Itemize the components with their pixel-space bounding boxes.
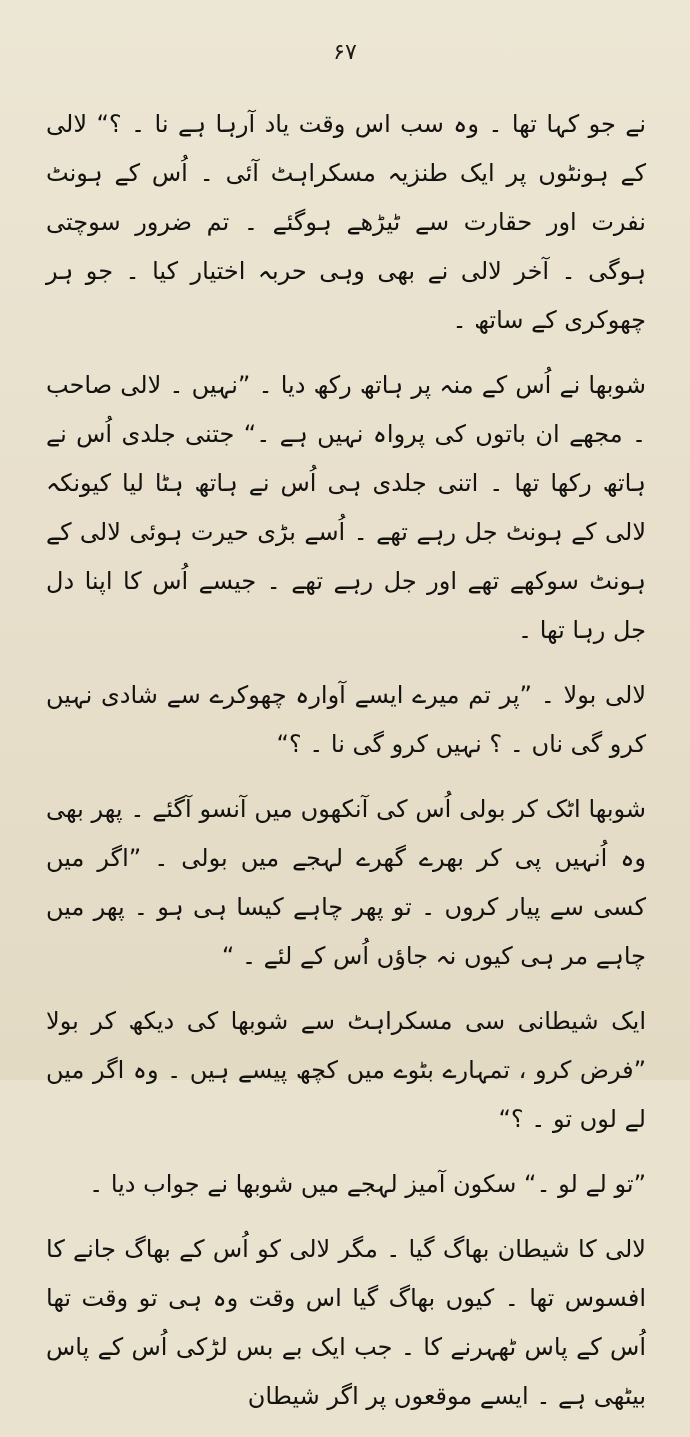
paragraph-3: لالی بولا ۔ ”پر تم میرے ایسے آوارہ چھوکرے سے شادی نہیں کرو گی ناں ۔ ؟ نہیں کرو گی نا ۔ ؟“ bbox=[46, 681, 646, 758]
paragraph-1: نے جو کہا تھا ۔ وہ سب اس وقت یاد آرہا ہے نا ۔ ؟“ لالی کے ہونٹوں پر ایک طنزیہ مسکراہٹ آئی ۔ اُس کے ہونٹ نفرت اور حقارت سے ٹیڑھے ہوگئے ۔ تم ضرور سوچتی ہوگی ۔ آخر لالی نے بھی وہی حربہ اختیار کیا ۔ جو ہر چھوکری کے ساتھ ۔ bbox=[46, 110, 646, 334]
paragraph-4: شوبھا اٹک کر بولی اُس کی آنکھوں میں آنسو آگئے ۔ پھر بھی وہ اُنہیں پی کر بھرے گھرے لہجے میں بولی ۔ ”اگر میں کسی سے پیار کروں ۔ تو پھر چاہے کیسا ہی ہو ۔ پھر میں چاہے مر ہی کیوں نہ جاؤں اُس کے لئے ۔ “ bbox=[46, 795, 646, 970]
body-text bbox=[46, 100, 646, 1437]
paragraph-7: لالی کا شیطان بھاگ گیا ۔ مگر لالی کو اُس کے بھاگ جانے کا افسوس تھا ۔ کیوں بھاگ گیا اس وقت وہ ہی تو وقت تھا اُس کے پاس ٹھہرنے کا ۔ جب ایک بے بس لڑکی اُس کے پاس بیٹھی ہے ۔ ایسے موقعوں پر اگر شیطان bbox=[46, 1235, 646, 1410]
page-number: ۶۷ bbox=[333, 40, 357, 65]
paragraph-6: ”تو لے لو ۔“ سکون آمیز لہجے میں شوبھا نے جواب دیا ۔ bbox=[89, 1170, 646, 1198]
paragraph-5: ایک شیطانی سی مسکراہٹ سے شوبھا کی دیکھ کر بولا ”فرض کرو ، تمہارے بٹوے میں کچھ پیسے ہیں ۔ وہ اگر میں لے لوں تو ۔ ؟“ bbox=[46, 1007, 646, 1133]
paragraph-2: شوبھا نے اُس کے منہ پر ہاتھ رکھ دیا ۔ ”نہیں ۔ لالی صاحب ۔ مجھے ان باتوں کی پرواہ نہیں ہے ۔“ جتنی جلدی اُس نے ہاتھ رکھا تھا ۔ اتنی جلدی ہی اُس نے ہاتھ ہٹا لیا کیونکہ لالی کے ہونٹ جل رہے تھے ۔ اُسے بڑی حیرت ہوئی لالی کے ہونٹ سوکھے تھے اور جل رہے تھے ۔ جیسے اُس کا اپنا دل جل رہا تھا ۔ bbox=[46, 371, 646, 644]
